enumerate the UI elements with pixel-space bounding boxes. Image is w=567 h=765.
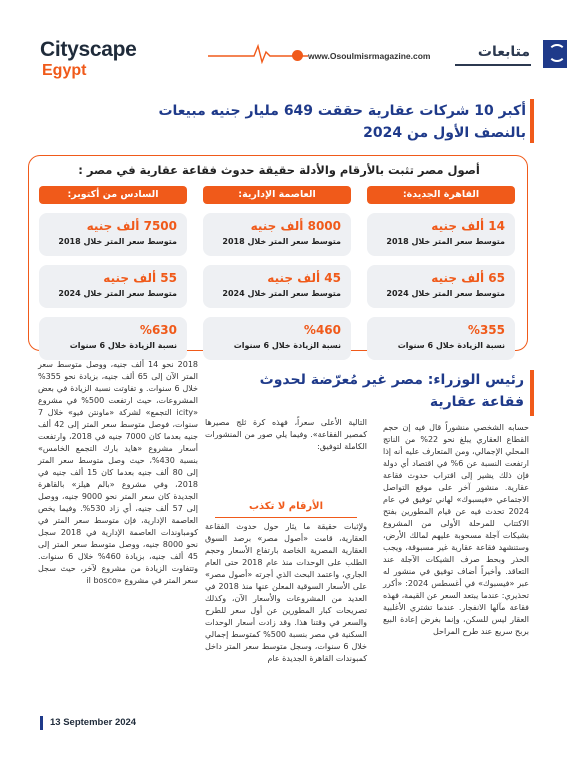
- stat-card: [367, 265, 515, 308]
- stat-value: %355: [467, 323, 505, 337]
- stat-value: 45 ألف جنيه: [267, 271, 341, 285]
- stat-value: %460: [303, 323, 341, 337]
- globe-icon: [292, 50, 303, 61]
- stat-label: نسبة الزيادة خلال 6 سنوات: [397, 341, 505, 350]
- inline-heading-rule: [215, 517, 357, 518]
- stat-label: نسبة الزيادة خلال 6 سنوات: [69, 341, 177, 350]
- column-new-cairo: [367, 186, 515, 360]
- logo-brand-sub: Egypt: [42, 62, 87, 79]
- stat-label: متوسط سعر المتر خلال 2018: [386, 237, 505, 246]
- stat-label: نسبة الزيادة خلال 6 سنوات: [233, 341, 341, 350]
- stat-card: [39, 213, 187, 256]
- body-text: ولإثبات حقيقة ما يثار حول حدوث الفقاعة العقارية، قامت «أصول مصر» برصد السوق العقارية المصرية الخاصة بارتفاع الأسعار وحجم الطلب على الوحدات منذ عام 2018 حتى العام الجاري، واعتمد البحث الذي أجرته «أصول مصر» على الأسعار السوقية المعلن عنها منذ 2018 في العديد من المشروعات والأسعار الآن، وكذلك تصريحات كبار المطورين عن أول سعر للطرح والسعر في وقتنا هذا. وقد زادت أسعار الوحدات السكنية في مصر بنسبة 500% كمتوسط إجمالي خلال 6 سنوات، وسجل متوسط سعر المتر داخل كمبوندات القاهرة الجديدة عام: [205, 522, 368, 663]
- article-title: أكبر 10 شركات عقارية حققت 649 مليار جنيه مبيعات بالنصف الأول من 2024: [158, 103, 526, 141]
- body-column-right: [383, 422, 529, 638]
- stats-panel: [28, 155, 528, 351]
- stat-card: [367, 317, 515, 360]
- magazine-tab-icon: [543, 40, 567, 68]
- stat-value: 14 ألف جنيه: [431, 219, 505, 233]
- column-october: [39, 186, 187, 360]
- website-url[interactable]: www.Osoulmisrmagazine.com: [308, 51, 431, 61]
- stat-card: [203, 317, 351, 360]
- footer-accent-bar: [40, 716, 43, 730]
- subtitle-accent-bar: [530, 370, 534, 416]
- column-header: السادس من أكتوبر:: [39, 186, 187, 204]
- stat-card: [203, 265, 351, 308]
- column-header: العاصمة الإدارية:: [203, 186, 351, 204]
- title-accent-bar: [530, 99, 534, 143]
- section-label: متابعات: [477, 44, 530, 60]
- section-underline: [455, 64, 531, 66]
- inline-heading: الأرقام لا تكذب: [248, 501, 324, 512]
- body-column-middle-bottom: [205, 521, 367, 665]
- stat-value: 7500 ألف جنيه: [86, 219, 177, 233]
- stat-card: [367, 213, 515, 256]
- stat-card: [203, 213, 351, 256]
- column-new-capital: [203, 186, 351, 360]
- body-text: التالية الأعلى سعراً، فهذه كرة ثلج مصيرها كمصير الفقاعة». وفيما يلي صور من المنشورات الكاملة لتوفيق:: [205, 418, 367, 451]
- stat-label: متوسط سعر المتر خلال 2024: [58, 289, 177, 298]
- body-text: حسابه الشخصي منشوراً قال فيه إن حجم القطاع العقاري يبلغ نحو 22% من الناتج المحلي الإجمالي، ومن المتعارف عليه أنه إذا ارتفعت النسبة عن 6% في اقتصاد أي دولة فإن ذلك يشير إلى اقتراب حدوث فقاعة عقارية. منشور آخر على موقع التواصل الاجتماعي «فيسبوك» لهاني توفيق في عام 2024 تحدث فيه عن قيام المطورين بفتح الاكتتاب للمرحلة الأولى من المشروع بشيكات آجلة مسحوبة عليهم لمالك الأرض، وستنشهد فقاعة عقارية غير مسبوقة، ويجب الحذر وبحط صرف الشيكات الآجلة عند التعاقد. وأخيراً أضاف توفيق في منشور له عبر «فيسبوك» في أغسطس 2024: «أكرر تحذيري: عندما يبتعد السعر عن القيمة، فهذه فقاعة مآلها الانفجار. عندما تشتري الأغلبية العقار ليس للسكن، وإنما بغرض إعادة البيع بربح سريع عند طرح المراحل: [383, 423, 529, 636]
- body-text: 2018 نحو 14 ألف جنيه، ووصل متوسط سعر المتر الآن إلى 65 ألف جنيه، بزيادة نحو 355% خلال 6 سنوات. و تفاوتت نسبة الزيادة في بعض المشروعات، حيث ارتفعت 500% في مشروع «icity التجمع» لشركة «ماونتن فيو» خلال 7 سنوات، فوصل متوسط سعر المتر إلى 42 ألف جنيه بعدما كان 7000 جنيه في 2018، وارتفعت أسعار مشروع «هايد بارك التجمع الخامس» بنسبة 430%، حيث وصل متوسط سعر المتر إلى 80 ألف جنيه بعدما كان 15 ألف جنيه في 2018، وفي مشروع «بالم هيلز» بالقاهرة الجديدة كان سعر المتر نحو 9000 جنيه، ووصل إلى 57 ألف جنيه، أي زاد 530%. وفيما يخص العاصمة الإدارية، فإن متوسط سعر المتر في كومباوندات العاصمة الإدارية في 2018 سجل نحو 8000 جنيه، ووصل متوسط سعر المتر إلى 45 ألف جنيه، بزيادة 460% خلال 6 سنوات. وتتفاوت الزيادة من مشروع لآخر، حيث سجل سعر المتر في مشروع «il bosco: [38, 360, 199, 585]
- stat-label: متوسط سعر المتر خلال 2018: [222, 237, 341, 246]
- column-header: القاهرة الجديدة:: [367, 186, 515, 204]
- stat-card: [39, 317, 187, 360]
- logo-brand: Cityscape: [40, 38, 137, 61]
- stat-label: متوسط سعر المتر خلال 2018: [58, 237, 177, 246]
- stat-value: %630: [139, 323, 177, 337]
- section-subtitle: رئيس الوزراء: مصر غير مُعرّضة لحدوث فقاعة عقارية: [259, 372, 524, 410]
- stat-value: 65 ألف جنيه: [431, 271, 505, 285]
- stat-label: متوسط سعر المتر خلال 2024: [222, 289, 341, 298]
- cityscape-logo: [40, 38, 190, 88]
- panel-title: أصول مصر تثبت بالأرقام والأدلة حقيقة حدوث فقاعة عقارية في مصر :: [78, 163, 480, 177]
- stat-value: 8000 ألف جنيه: [250, 219, 341, 233]
- page-date: 13 September 2024: [50, 717, 137, 728]
- stat-card: [39, 265, 187, 308]
- stat-label: متوسط سعر المتر خلال 2024: [386, 289, 505, 298]
- body-column-middle-top: [205, 417, 367, 453]
- body-column-left: [38, 359, 198, 587]
- stat-value: 55 ألف جنيه: [103, 271, 177, 285]
